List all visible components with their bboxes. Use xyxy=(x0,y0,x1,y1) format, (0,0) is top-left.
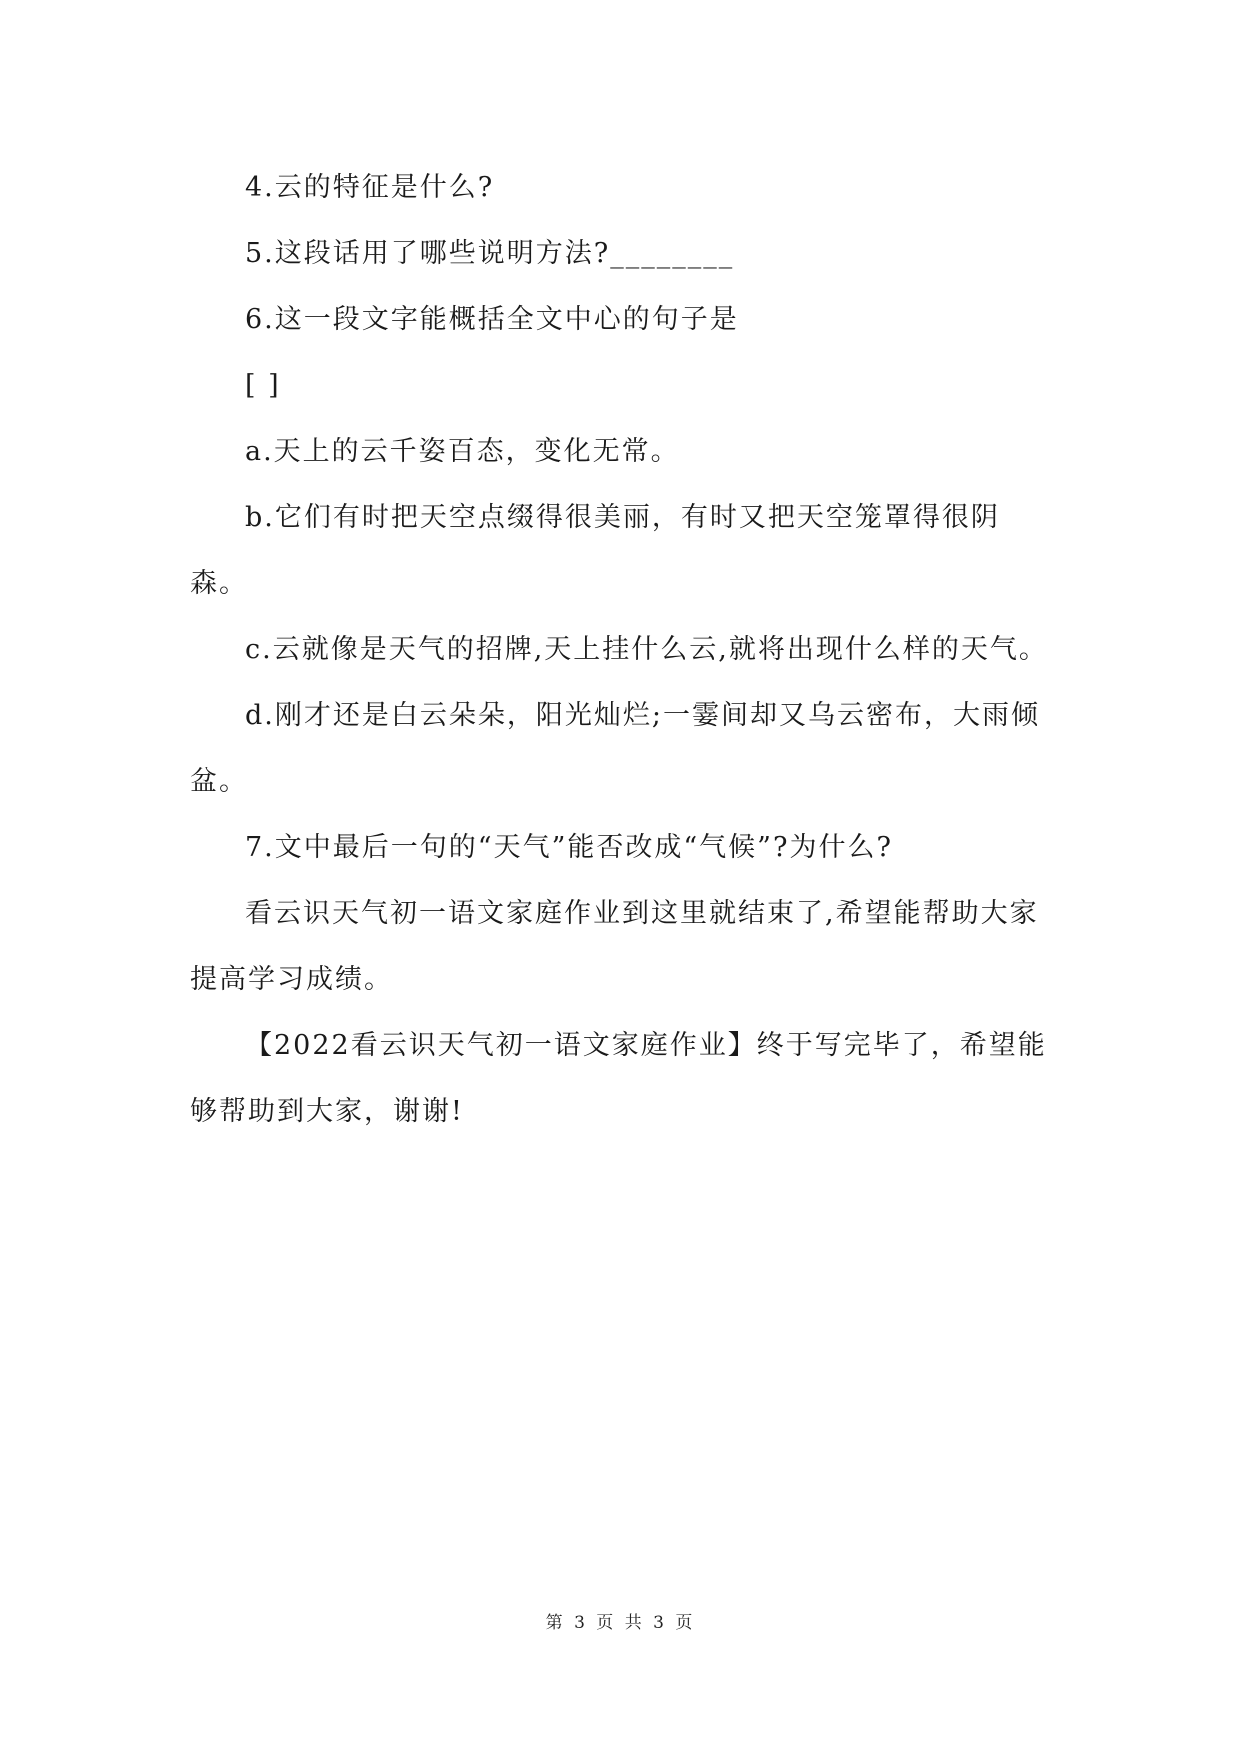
question-4: 4.云的特征是什么? xyxy=(245,172,495,203)
question-5: 5.这段话用了哪些说明方法?________ xyxy=(245,238,735,269)
question-6: 6.这一段文字能概括全文中心的句子是 xyxy=(245,304,739,335)
page-footer: 第 3 页 共 3 页 xyxy=(545,1613,696,1633)
option-a: a.天上的云千姿百态，变化无常。 xyxy=(245,436,680,467)
closing-paragraph: 看云识天气初一语文家庭作业到这里就结束了,希望能帮助大家提高学习成绩。 xyxy=(190,898,1039,995)
answer-brackets: [ ] xyxy=(245,370,281,401)
document-body xyxy=(190,155,1050,1145)
option-d: d.刚才还是白云朵朵，阳光灿烂;一霎间却又乌云密布，大雨倾盆。 xyxy=(190,700,1040,797)
final-note: 【2022看云识天气初一语文家庭作业】终于写完毕了，希望能够帮助到大家，谢谢! xyxy=(190,1030,1047,1127)
question-7: 7.文中最后一句的“天气”能否改成“气候”?为什么? xyxy=(245,832,893,863)
option-b: b.它们有时把天空点缀得很美丽，有时又把天空笼罩得很阴森。 xyxy=(190,502,1000,599)
option-c: c.云就像是天气的招牌,天上挂什么云,就将出现什么样的天气。 xyxy=(245,634,1048,665)
